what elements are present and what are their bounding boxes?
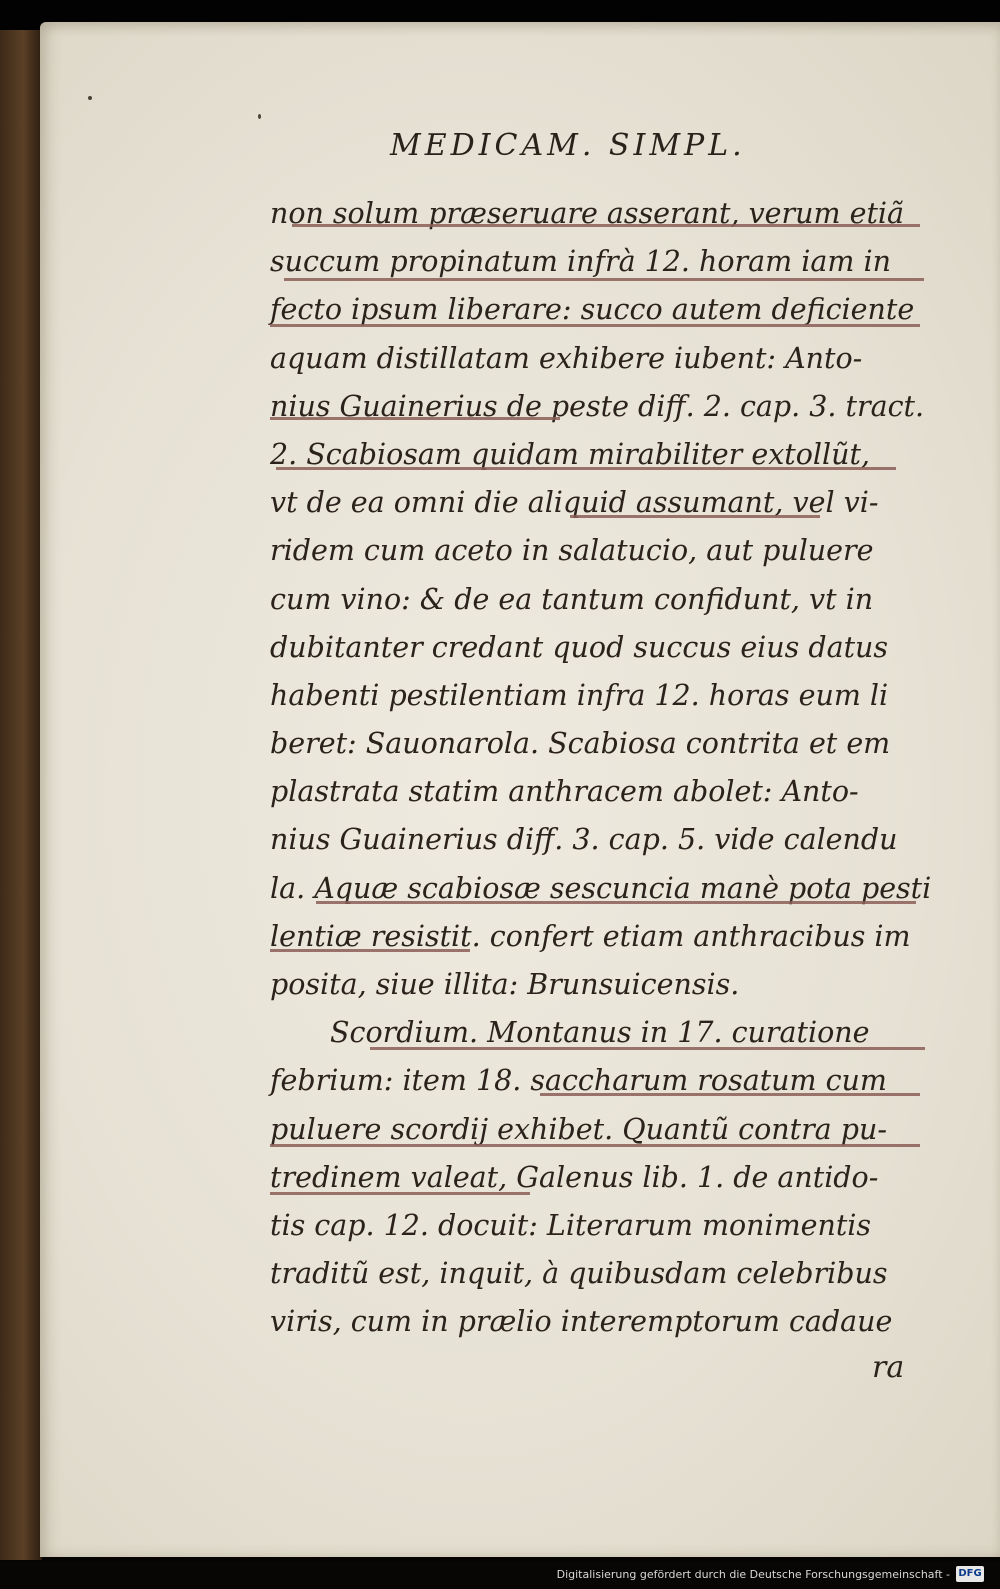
ink-underline bbox=[276, 467, 896, 470]
ink-underline bbox=[270, 1144, 920, 1147]
text-line: fecto ipsum liberare: succo autem deficiente bbox=[270, 286, 930, 334]
book-cover-edge bbox=[0, 30, 42, 1560]
ink-underline bbox=[270, 1192, 530, 1195]
running-head: MEDICAM. SIMPL. bbox=[390, 128, 746, 163]
ink-underline bbox=[540, 1093, 920, 1096]
dfg-logo: DFG bbox=[956, 1566, 984, 1582]
text-line: puluere scordij exhibet. Quantũ contra pu- bbox=[270, 1106, 930, 1154]
text-line: tis cap. 12. docuit: Literarum monimentis bbox=[270, 1208, 872, 1242]
text-line: plastrata statim anthracem abolet: Anto- bbox=[270, 775, 859, 809]
ink-underline bbox=[292, 224, 920, 227]
ink-underline bbox=[370, 1047, 925, 1050]
text-line: la. Aquæ scabiosæ sescuncia manè pota pesti bbox=[270, 871, 932, 905]
text-line: traditũ est, inquit, à quibusdam celebribus bbox=[270, 1257, 888, 1291]
catchword: ra bbox=[872, 1350, 905, 1385]
text-line: nius Guainerius de peste diff. 2. cap. 3. tract. bbox=[270, 389, 925, 423]
text-line: beret: Sauonarola. Scabiosa contrita et em bbox=[270, 727, 891, 761]
text-line: viris, cum in prælio interemptorum cadaue bbox=[270, 1305, 893, 1339]
ink-underline bbox=[284, 278, 924, 281]
text-line: succum propinatum infrà 12. horam iam in bbox=[270, 238, 930, 286]
text-line: dubitanter credant quod succus eius datus bbox=[270, 630, 889, 664]
text-line: vt de ea omni die aliquid assumant, vel vi- bbox=[270, 486, 879, 520]
text-line: posita, siue illita: Brunsuicensis. bbox=[270, 968, 740, 1001]
text-line: febrium: item 18. saccharum rosatum cum bbox=[270, 1057, 930, 1105]
text-line: lentiæ resistit. confert etiam anthracibus im bbox=[270, 919, 911, 953]
text-line: non solum præseruare asserant, verum etiã bbox=[270, 190, 930, 238]
text-line: aquam distillatam exhibere iubent: Anto- bbox=[270, 341, 863, 375]
text-line: habenti pestilentiam infra 12. horas eum li bbox=[270, 678, 889, 712]
ink-underline bbox=[270, 417, 560, 420]
text-line: tredinem valeat, Galenus lib. 1. de antido- bbox=[270, 1160, 879, 1194]
text-line: ridem cum aceto in salatucio, aut puluere bbox=[270, 534, 874, 568]
ink-underline bbox=[270, 949, 470, 952]
paper-speck bbox=[258, 114, 261, 119]
ink-underline bbox=[270, 324, 920, 327]
ink-underline bbox=[316, 901, 916, 904]
text-line: Scordium. Montanus in 17. curatione bbox=[270, 1009, 930, 1057]
paper-speck bbox=[88, 96, 92, 100]
funding-credit: Digitalisierung gefördert durch die Deutsche Forschungsgemeinschaft - bbox=[556, 1568, 950, 1581]
page-text bbox=[270, 190, 930, 1347]
text-line: cum vino: & de ea tantum confidunt, vt in bbox=[270, 582, 874, 616]
ink-underline bbox=[570, 515, 820, 518]
text-line: nius Guainerius diff. 3. cap. 5. vide calendu bbox=[270, 823, 898, 857]
text-line: 2. Scabiosam quidam mirabiliter extollũt, bbox=[270, 431, 930, 479]
